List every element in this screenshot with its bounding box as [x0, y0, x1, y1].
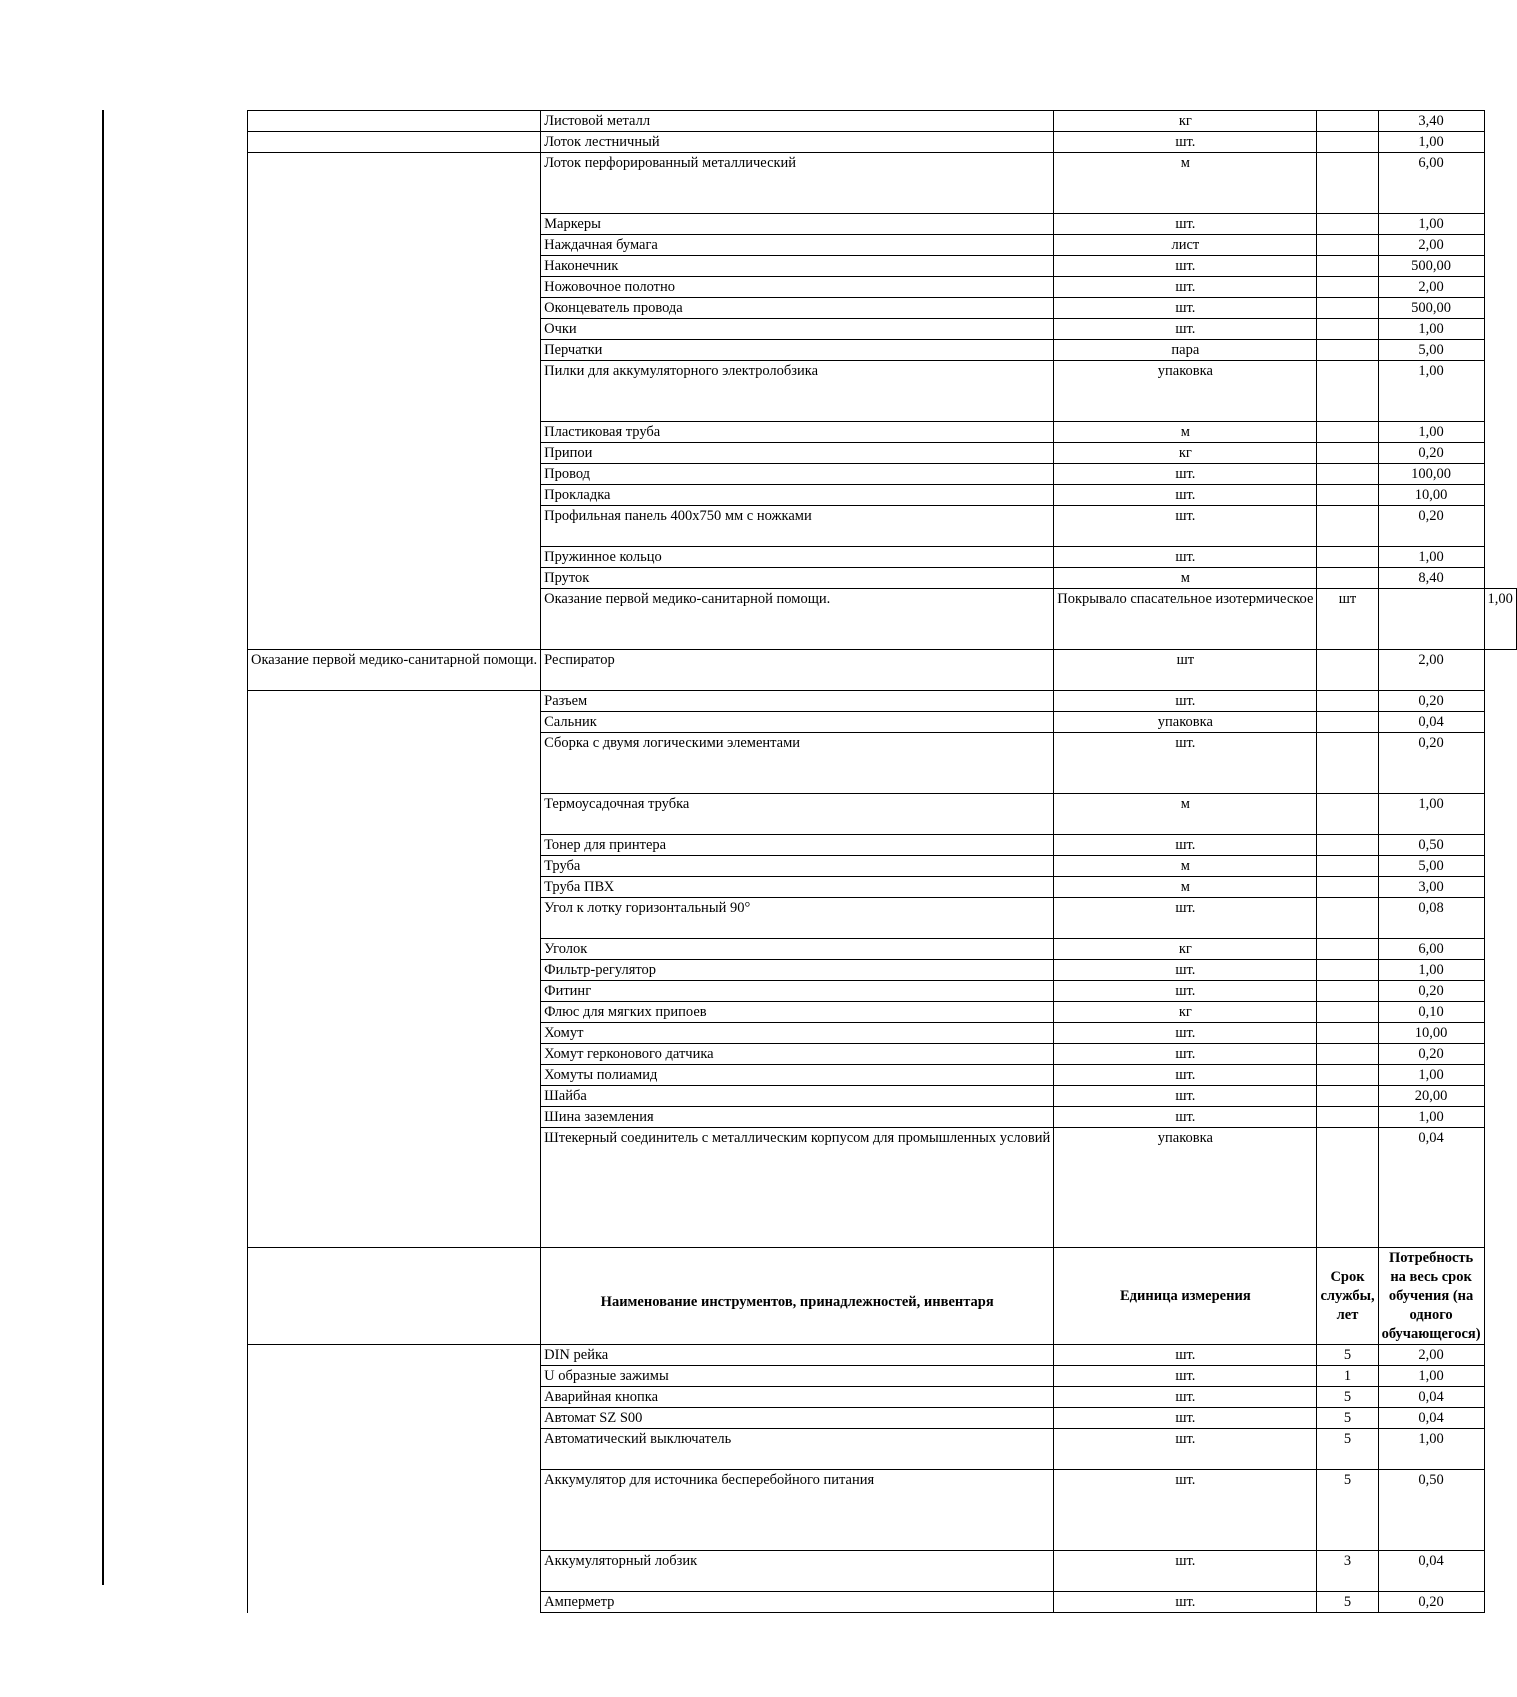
item-life	[1317, 856, 1378, 877]
item-qty: 0,50	[1378, 1470, 1484, 1551]
item-life	[1317, 277, 1378, 298]
item-life	[1317, 1023, 1378, 1044]
item-unit: упаковка	[1054, 1128, 1317, 1248]
item-life	[1317, 733, 1378, 794]
item-name: Штекерный соединитель с металлическим корпусом для промышленных условий	[541, 1128, 1054, 1248]
item-unit: шт.	[1054, 1107, 1317, 1128]
item-life	[1317, 712, 1378, 733]
item-unit: шт.	[1054, 547, 1317, 568]
item-qty: 0,50	[1378, 835, 1484, 856]
item-name: Автомат SZ S00	[541, 1408, 1054, 1429]
item-life	[1317, 485, 1378, 506]
item-qty: 3,00	[1378, 877, 1484, 898]
item-qty: 1,00	[1378, 1366, 1484, 1387]
item-unit: шт.	[1054, 319, 1317, 340]
item-qty: 0,04	[1378, 1551, 1484, 1592]
item-qty: 1,00	[1378, 1429, 1484, 1470]
item-name: Труба ПВХ	[541, 877, 1054, 898]
item-qty: 0,04	[1378, 1128, 1484, 1248]
item-name: Угол к лотку горизонтальный 90°	[541, 898, 1054, 939]
item-qty: 0,04	[1378, 1387, 1484, 1408]
item-life	[1317, 298, 1378, 319]
item-name: Покрывало спасательное изотермическое	[1054, 589, 1317, 650]
item-name: Очки	[541, 319, 1054, 340]
item-name: Фильтр-регулятор	[541, 960, 1054, 981]
item-name: Уголок	[541, 939, 1054, 960]
item-qty: 6,00	[1378, 939, 1484, 960]
item-qty: 1,00	[1378, 794, 1484, 835]
table-row	[248, 1345, 1517, 1366]
item-unit: шт.	[1054, 132, 1317, 153]
tools-header-row	[248, 1248, 1517, 1345]
item-qty: 0,20	[1378, 733, 1484, 794]
item-name: Листовой металл	[541, 111, 1054, 132]
item-qty: 20,00	[1378, 1086, 1484, 1107]
item-unit: шт.	[1054, 1387, 1317, 1408]
header-unit: Единица измерения	[1054, 1248, 1317, 1345]
item-name: Припои	[541, 443, 1054, 464]
item-unit: шт.	[1054, 1408, 1317, 1429]
item-life: 5	[1317, 1408, 1378, 1429]
item-qty: 0,20	[1378, 1592, 1484, 1613]
item-name: U образные зажимы	[541, 1366, 1054, 1387]
item-unit: м	[1054, 153, 1317, 214]
item-qty: 6,00	[1378, 153, 1484, 214]
item-unit: м	[1054, 794, 1317, 835]
item-qty: 5,00	[1378, 340, 1484, 361]
item-qty: 0,20	[1378, 443, 1484, 464]
materials-table	[247, 110, 1517, 1613]
item-qty: 0,20	[1378, 506, 1484, 547]
item-life: 5	[1317, 1345, 1378, 1366]
item-name: Тонер для принтера	[541, 835, 1054, 856]
item-unit: шт.	[1054, 506, 1317, 547]
item-name: Пилки для аккумуляторного электролобзика	[541, 361, 1054, 422]
item-qty: 10,00	[1378, 1023, 1484, 1044]
item-qty: 0,20	[1378, 691, 1484, 712]
item-qty: 2,00	[1378, 1345, 1484, 1366]
item-life	[1317, 981, 1378, 1002]
section-cell	[248, 132, 541, 153]
item-unit: шт.	[1054, 981, 1317, 1002]
item-name: Автоматический выключатель	[541, 1429, 1054, 1470]
item-life	[1317, 1002, 1378, 1023]
item-unit: кг	[1054, 1002, 1317, 1023]
table-row	[248, 691, 1517, 712]
table-row	[248, 132, 1517, 153]
item-unit: шт.	[1054, 960, 1317, 981]
item-name: Сборка с двумя логическими элементами	[541, 733, 1054, 794]
item-unit: шт.	[1054, 1065, 1317, 1086]
item-unit: шт	[1054, 650, 1317, 691]
item-life	[1317, 340, 1378, 361]
item-qty: 1,00	[1378, 214, 1484, 235]
item-life	[1317, 898, 1378, 939]
item-life	[1317, 1065, 1378, 1086]
item-qty: 3,40	[1378, 111, 1484, 132]
item-qty: 5,00	[1378, 856, 1484, 877]
section-cell	[248, 111, 541, 132]
header-qty: Потребность на весь срок обучения (на одного обучающегося)	[1378, 1248, 1484, 1345]
item-life	[1317, 443, 1378, 464]
item-qty: 1,00	[1484, 589, 1516, 650]
item-unit: шт.	[1054, 898, 1317, 939]
item-life: 5	[1317, 1470, 1378, 1551]
item-qty: 0,10	[1378, 1002, 1484, 1023]
section-first-aid-text: Оказание первой медико-санитарной помощи.	[541, 589, 1054, 650]
table-row	[248, 650, 1517, 691]
item-life	[1317, 464, 1378, 485]
item-qty: 1,00	[1378, 132, 1484, 153]
item-name: DIN рейка	[541, 1345, 1054, 1366]
header-life: Срок службы, лет	[1317, 1248, 1378, 1345]
item-life	[1317, 1086, 1378, 1107]
item-unit: м	[1054, 856, 1317, 877]
item-name: Шина заземления	[541, 1107, 1054, 1128]
item-unit: упаковка	[1054, 361, 1317, 422]
item-name: Перчатки	[541, 340, 1054, 361]
item-life	[1317, 235, 1378, 256]
item-qty: 10,00	[1378, 485, 1484, 506]
item-name: Труба	[541, 856, 1054, 877]
item-name: Пруток	[541, 568, 1054, 589]
item-qty: 0,20	[1378, 1044, 1484, 1065]
item-qty: 0,20	[1378, 981, 1484, 1002]
item-life	[1317, 794, 1378, 835]
item-unit: шт	[1317, 589, 1378, 650]
item-life	[1378, 589, 1484, 650]
item-life: 3	[1317, 1551, 1378, 1592]
item-qty: 2,00	[1378, 235, 1484, 256]
item-unit: шт.	[1054, 1551, 1317, 1592]
section-cell	[248, 691, 541, 1248]
item-unit: кг	[1054, 939, 1317, 960]
item-name: Термоусадочная трубка	[541, 794, 1054, 835]
item-qty: 1,00	[1378, 960, 1484, 981]
item-qty: 100,00	[1378, 464, 1484, 485]
item-life	[1317, 506, 1378, 547]
item-unit: шт.	[1054, 298, 1317, 319]
item-qty: 1,00	[1378, 547, 1484, 568]
item-name: Шайба	[541, 1086, 1054, 1107]
item-life	[1317, 939, 1378, 960]
item-life	[1317, 1044, 1378, 1065]
item-name: Ножовочное полотно	[541, 277, 1054, 298]
item-name: Пластиковая труба	[541, 422, 1054, 443]
item-unit: м	[1054, 568, 1317, 589]
item-unit: шт.	[1054, 1345, 1317, 1366]
item-name: Фитинг	[541, 981, 1054, 1002]
item-name: Амперметр	[541, 1592, 1054, 1613]
table-row	[248, 153, 1517, 214]
item-name: Хомуты полиамид	[541, 1065, 1054, 1086]
item-unit: шт.	[1054, 464, 1317, 485]
item-life	[1317, 319, 1378, 340]
item-qty: 1,00	[1378, 361, 1484, 422]
item-life	[1317, 153, 1378, 214]
item-unit: м	[1054, 877, 1317, 898]
item-life	[1317, 1107, 1378, 1128]
item-unit: шт.	[1054, 1366, 1317, 1387]
item-unit: м	[1054, 422, 1317, 443]
item-name: Аккумулятор для источника бесперебойного питания	[541, 1470, 1054, 1551]
item-name: Хомут герконового датчика	[541, 1044, 1054, 1065]
item-name: Сальник	[541, 712, 1054, 733]
item-life	[1317, 1128, 1378, 1248]
item-life	[1317, 256, 1378, 277]
item-name: Разъем	[541, 691, 1054, 712]
item-name: Респиратор	[541, 650, 1054, 691]
item-life	[1317, 691, 1378, 712]
item-unit: шт.	[1054, 1086, 1317, 1107]
item-life	[1317, 835, 1378, 856]
item-unit: шт.	[1054, 1044, 1317, 1065]
item-unit: лист	[1054, 235, 1317, 256]
section-first-aid-text: Оказание первой медико-санитарной помощи.	[248, 650, 541, 691]
item-unit: шт.	[1054, 1429, 1317, 1470]
item-life: 5	[1317, 1429, 1378, 1470]
item-unit: шт.	[1054, 1592, 1317, 1613]
item-qty: 1,00	[1378, 422, 1484, 443]
item-qty: 500,00	[1378, 298, 1484, 319]
item-name: Маркеры	[541, 214, 1054, 235]
item-name: Прокладка	[541, 485, 1054, 506]
item-qty: 1,00	[1378, 1107, 1484, 1128]
section-cell	[248, 1345, 541, 1613]
page-margin-line	[102, 110, 104, 1585]
item-qty: 1,00	[1378, 319, 1484, 340]
item-name: Аккумуляторный лобзик	[541, 1551, 1054, 1592]
item-life	[1317, 361, 1378, 422]
item-unit: кг	[1054, 443, 1317, 464]
item-unit: кг	[1054, 111, 1317, 132]
item-unit: шт.	[1054, 1470, 1317, 1551]
item-name: Хомут	[541, 1023, 1054, 1044]
item-life: 1	[1317, 1366, 1378, 1387]
item-life	[1317, 214, 1378, 235]
table-row	[248, 111, 1517, 132]
item-name: Лоток перфорированный металлический	[541, 153, 1054, 214]
item-life	[1317, 111, 1378, 132]
item-name: Наконечник	[541, 256, 1054, 277]
item-qty: 0,04	[1378, 712, 1484, 733]
item-life: 5	[1317, 1592, 1378, 1613]
item-qty: 2,00	[1378, 650, 1484, 691]
item-name: Оконцеватель провода	[541, 298, 1054, 319]
section-cell	[248, 153, 541, 650]
item-life	[1317, 132, 1378, 153]
section-cell	[248, 1248, 541, 1345]
item-unit: шт.	[1054, 256, 1317, 277]
header-name: Наименование инструментов, принадлежностей, инвентаря	[541, 1248, 1054, 1345]
item-life	[1317, 547, 1378, 568]
item-unit: пара	[1054, 340, 1317, 361]
item-life	[1317, 960, 1378, 981]
item-name: Лоток лестничный	[541, 132, 1054, 153]
item-unit: шт.	[1054, 733, 1317, 794]
item-unit: шт.	[1054, 1023, 1317, 1044]
item-name: Пружинное кольцо	[541, 547, 1054, 568]
item-name: Флюс для мягких припоев	[541, 1002, 1054, 1023]
item-life	[1317, 568, 1378, 589]
item-qty: 8,40	[1378, 568, 1484, 589]
item-qty: 2,00	[1378, 277, 1484, 298]
item-unit: шт.	[1054, 485, 1317, 506]
item-life	[1317, 650, 1378, 691]
item-name: Провод	[541, 464, 1054, 485]
item-name: Аварийная кнопка	[541, 1387, 1054, 1408]
item-name: Профильная панель 400x750 мм с ножками	[541, 506, 1054, 547]
item-life: 5	[1317, 1387, 1378, 1408]
item-unit: упаковка	[1054, 712, 1317, 733]
item-qty: 0,04	[1378, 1408, 1484, 1429]
item-qty: 500,00	[1378, 256, 1484, 277]
item-unit: шт.	[1054, 691, 1317, 712]
item-qty: 1,00	[1378, 1065, 1484, 1086]
item-qty: 0,08	[1378, 898, 1484, 939]
item-name: Наждачная бумага	[541, 235, 1054, 256]
item-unit: шт.	[1054, 835, 1317, 856]
item-life	[1317, 422, 1378, 443]
item-unit: шт.	[1054, 214, 1317, 235]
item-unit: шт.	[1054, 277, 1317, 298]
item-life	[1317, 877, 1378, 898]
